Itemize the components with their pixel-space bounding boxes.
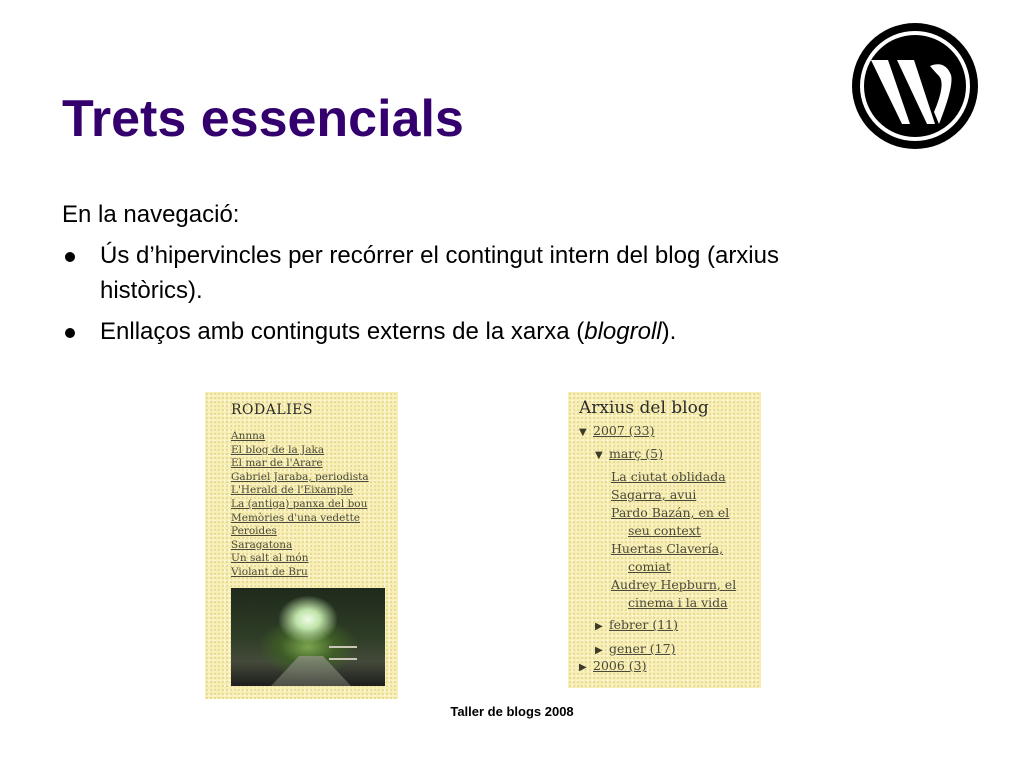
blogroll-item [231, 430, 369, 444]
intro-text: En la navegació: [62, 201, 240, 228]
blogroll-item [231, 498, 369, 512]
archive-year-2007[interactable]: ▼ 2007 (33) [579, 422, 654, 441]
bullet-list [62, 238, 842, 349]
wordpress-logo-icon [849, 20, 981, 152]
archive-month-marc[interactable]: ▼ març (5) [595, 445, 663, 464]
bullet-text-after: ). [661, 318, 677, 345]
slide-title: Trets essencials [62, 90, 464, 148]
archive-post[interactable]: Sagarra, avui [611, 487, 697, 502]
archive-post[interactable]: La ciutat oblidada [611, 469, 726, 484]
archive-post[interactable]: Pardo Bazán, en el seu context [611, 505, 730, 538]
bullet-emphasis: blogroll [584, 318, 662, 345]
blogroll-item [231, 525, 369, 539]
triangle-right-icon[interactable]: ▶ [595, 645, 603, 656]
archive-tree [579, 392, 761, 688]
blogroll-link[interactable]: Gabriel Jaraba, periodista [231, 470, 369, 483]
rodalies-title: RODALIES [231, 402, 313, 418]
blogroll-link[interactable]: La (antiga) panxa del bou [231, 497, 368, 510]
triangle-down-icon[interactable]: ▼ [595, 450, 603, 461]
tunnel-photo [231, 588, 385, 686]
blogroll-link[interactable]: Peroides [231, 525, 277, 538]
blogroll-link[interactable]: Memòries d'una vedette [231, 511, 361, 524]
archive-month-febrer[interactable]: ▶ febrer (11) [595, 616, 678, 635]
blogroll-link[interactable]: El mar de l'Arare [231, 457, 323, 470]
bullet-icon [65, 252, 75, 262]
photo-path [271, 656, 351, 686]
bullet-text: Ús d’hipervincles per recórrer el contingut intern del blog (arxius històrics). [100, 242, 779, 304]
bullet-item [62, 238, 842, 308]
triangle-right-icon[interactable]: ▶ [595, 621, 603, 632]
archive-title: Arxius del blog [579, 398, 709, 418]
blog-archive-panel [568, 392, 761, 688]
blogroll-link[interactable]: L'Herald de l'Eixample [231, 484, 353, 497]
blogroll-item [231, 552, 369, 566]
archive-month-gener[interactable]: ▶ gener (17) [595, 640, 675, 659]
triangle-down-icon[interactable]: ▼ [579, 427, 587, 438]
blogroll-item [231, 539, 369, 553]
blogroll-item [231, 566, 369, 580]
bullet-item [62, 314, 842, 349]
blogroll-link[interactable]: Violant de Bru [231, 565, 308, 578]
photo-railing [329, 646, 357, 660]
blogroll-item [231, 471, 369, 485]
blogroll-item [231, 457, 369, 471]
blogroll-item [231, 484, 369, 498]
slide-footer: Taller de blogs 2008 [450, 704, 574, 719]
blogroll-link[interactable]: El blog de la Jaka [231, 443, 325, 456]
archive-post[interactable]: Audrey Hepburn, el cinema i la vida [611, 577, 737, 610]
blogroll-item [231, 444, 369, 458]
triangle-right-icon[interactable]: ▶ [579, 662, 587, 673]
slide-body [62, 200, 842, 355]
bullet-text-before: Enllaços amb continguts externs de la xarxa ( [100, 318, 585, 345]
blogroll-item [231, 512, 369, 526]
rodalies-blogroll-panel [205, 392, 398, 699]
archive-year-2006[interactable]: ▶ 2006 (3) [579, 657, 647, 676]
blogroll-link[interactable]: Saragatona [231, 538, 293, 551]
bullet-icon [65, 328, 75, 338]
blogroll-link[interactable]: Annna [231, 430, 266, 442]
blogroll-link[interactable]: Un salt al món [231, 552, 309, 565]
blogroll-list [231, 430, 369, 580]
archive-post[interactable]: Huertas Clavería, comiat [611, 541, 724, 574]
